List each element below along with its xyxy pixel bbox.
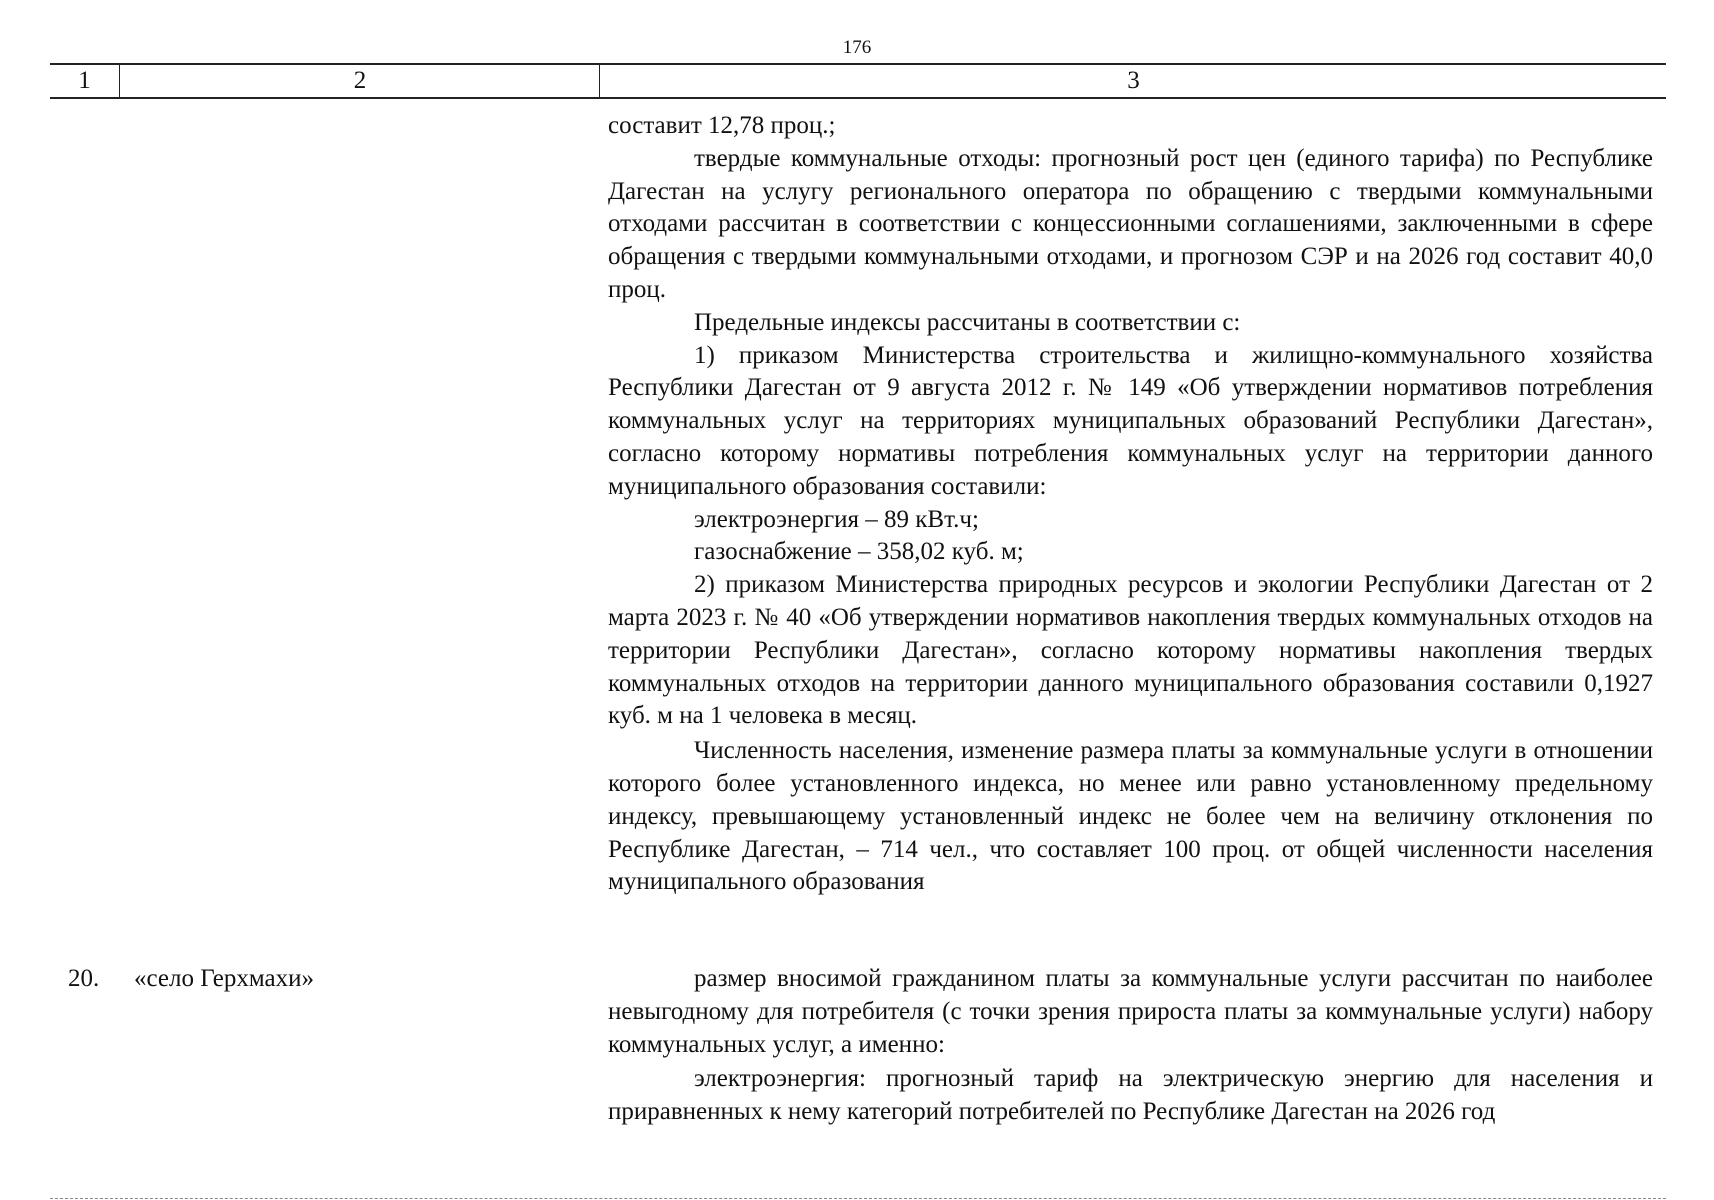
paragraph: составит 12,78 проц.;	[608, 112, 836, 139]
paragraph: 2) приказом Министерства природных ресурсов и экологии Республики Дагестан от 2 марта 2023 г. № 40 «Об утверждении нормативов накопления твердых коммунальных отходов на территории Республики Дагестан», согласно которому нормативы накопления твердых коммунальных отходов на территории данного муниципального образования составили 0,1927 куб. м на 1 человека в месяц.	[608, 571, 1653, 730]
paragraph: электроэнергия – 89 кВт.ч;	[694, 505, 979, 533]
paragraph: Предельные индексы рассчитаны в соответствии с:	[694, 308, 1241, 336]
page-number: 176	[842, 37, 872, 58]
paragraph: газоснабжение – 358,02 куб. м;	[694, 538, 1024, 566]
header-cell-2: 2	[121, 65, 600, 97]
paragraph: 1) приказом Министерства строительства и жилищно-коммунального хозяйства Республики Дагестан от 9 августа 2012 г. № 149 «Об утверждении нормативов потребления коммунальных услуг на территориях муниципальных образований Республики Дагестан», согласно которому нормативы потребления коммунальных услуг на территории данного муниципального образования составили:	[608, 341, 1653, 500]
paragraph: электроэнергия: прогнозный тариф на электрическую энергию для населения и приравненных к нему категорий потребителей по Республике Дагестан на 2026 год	[608, 1065, 1653, 1126]
table-header-row	[50, 63, 1666, 99]
row-number: 20.	[68, 965, 100, 992]
continuation-block	[608, 110, 1653, 899]
header-cell-1: 1	[50, 65, 120, 97]
header-cell-3: 3	[1127, 67, 1140, 94]
paragraph: твердые коммунальные отходы: прогнозный рост цен (единого тарифа) по Республике Дагестан на услугу регионального оператора по обращению с твердыми коммунальными отходами рассчитан в соответствии с концессионными соглашениями, заключенными в сфере обращения с твердыми коммунальными отходами, и прогнозом СЭР и на 2026 год составит 40,0 проц.	[608, 144, 1653, 303]
row-20-block	[608, 963, 1653, 1129]
paragraph: размер вносимой гражданином платы за коммунальные услуги рассчитан по наиболее невыгодному для потребителя (с точки зрения прироста платы за коммунальные услуги) набору коммунальных услуг, а именно:	[608, 965, 1653, 1058]
municipality-name: «село Герхмахи»	[134, 965, 314, 992]
bottom-rule	[50, 1198, 1666, 1199]
paragraph: Численность населения, изменение размера платы за коммунальные услуги в отношении которого более установленного индекса, но менее или равно установленному предельному индексу, превышающему установленный индекс не более чем на величину отклонения по Республике Дагестан, – 714 чел., что составляет 100 проц. от общей численности населения муниципального образования	[608, 737, 1653, 896]
